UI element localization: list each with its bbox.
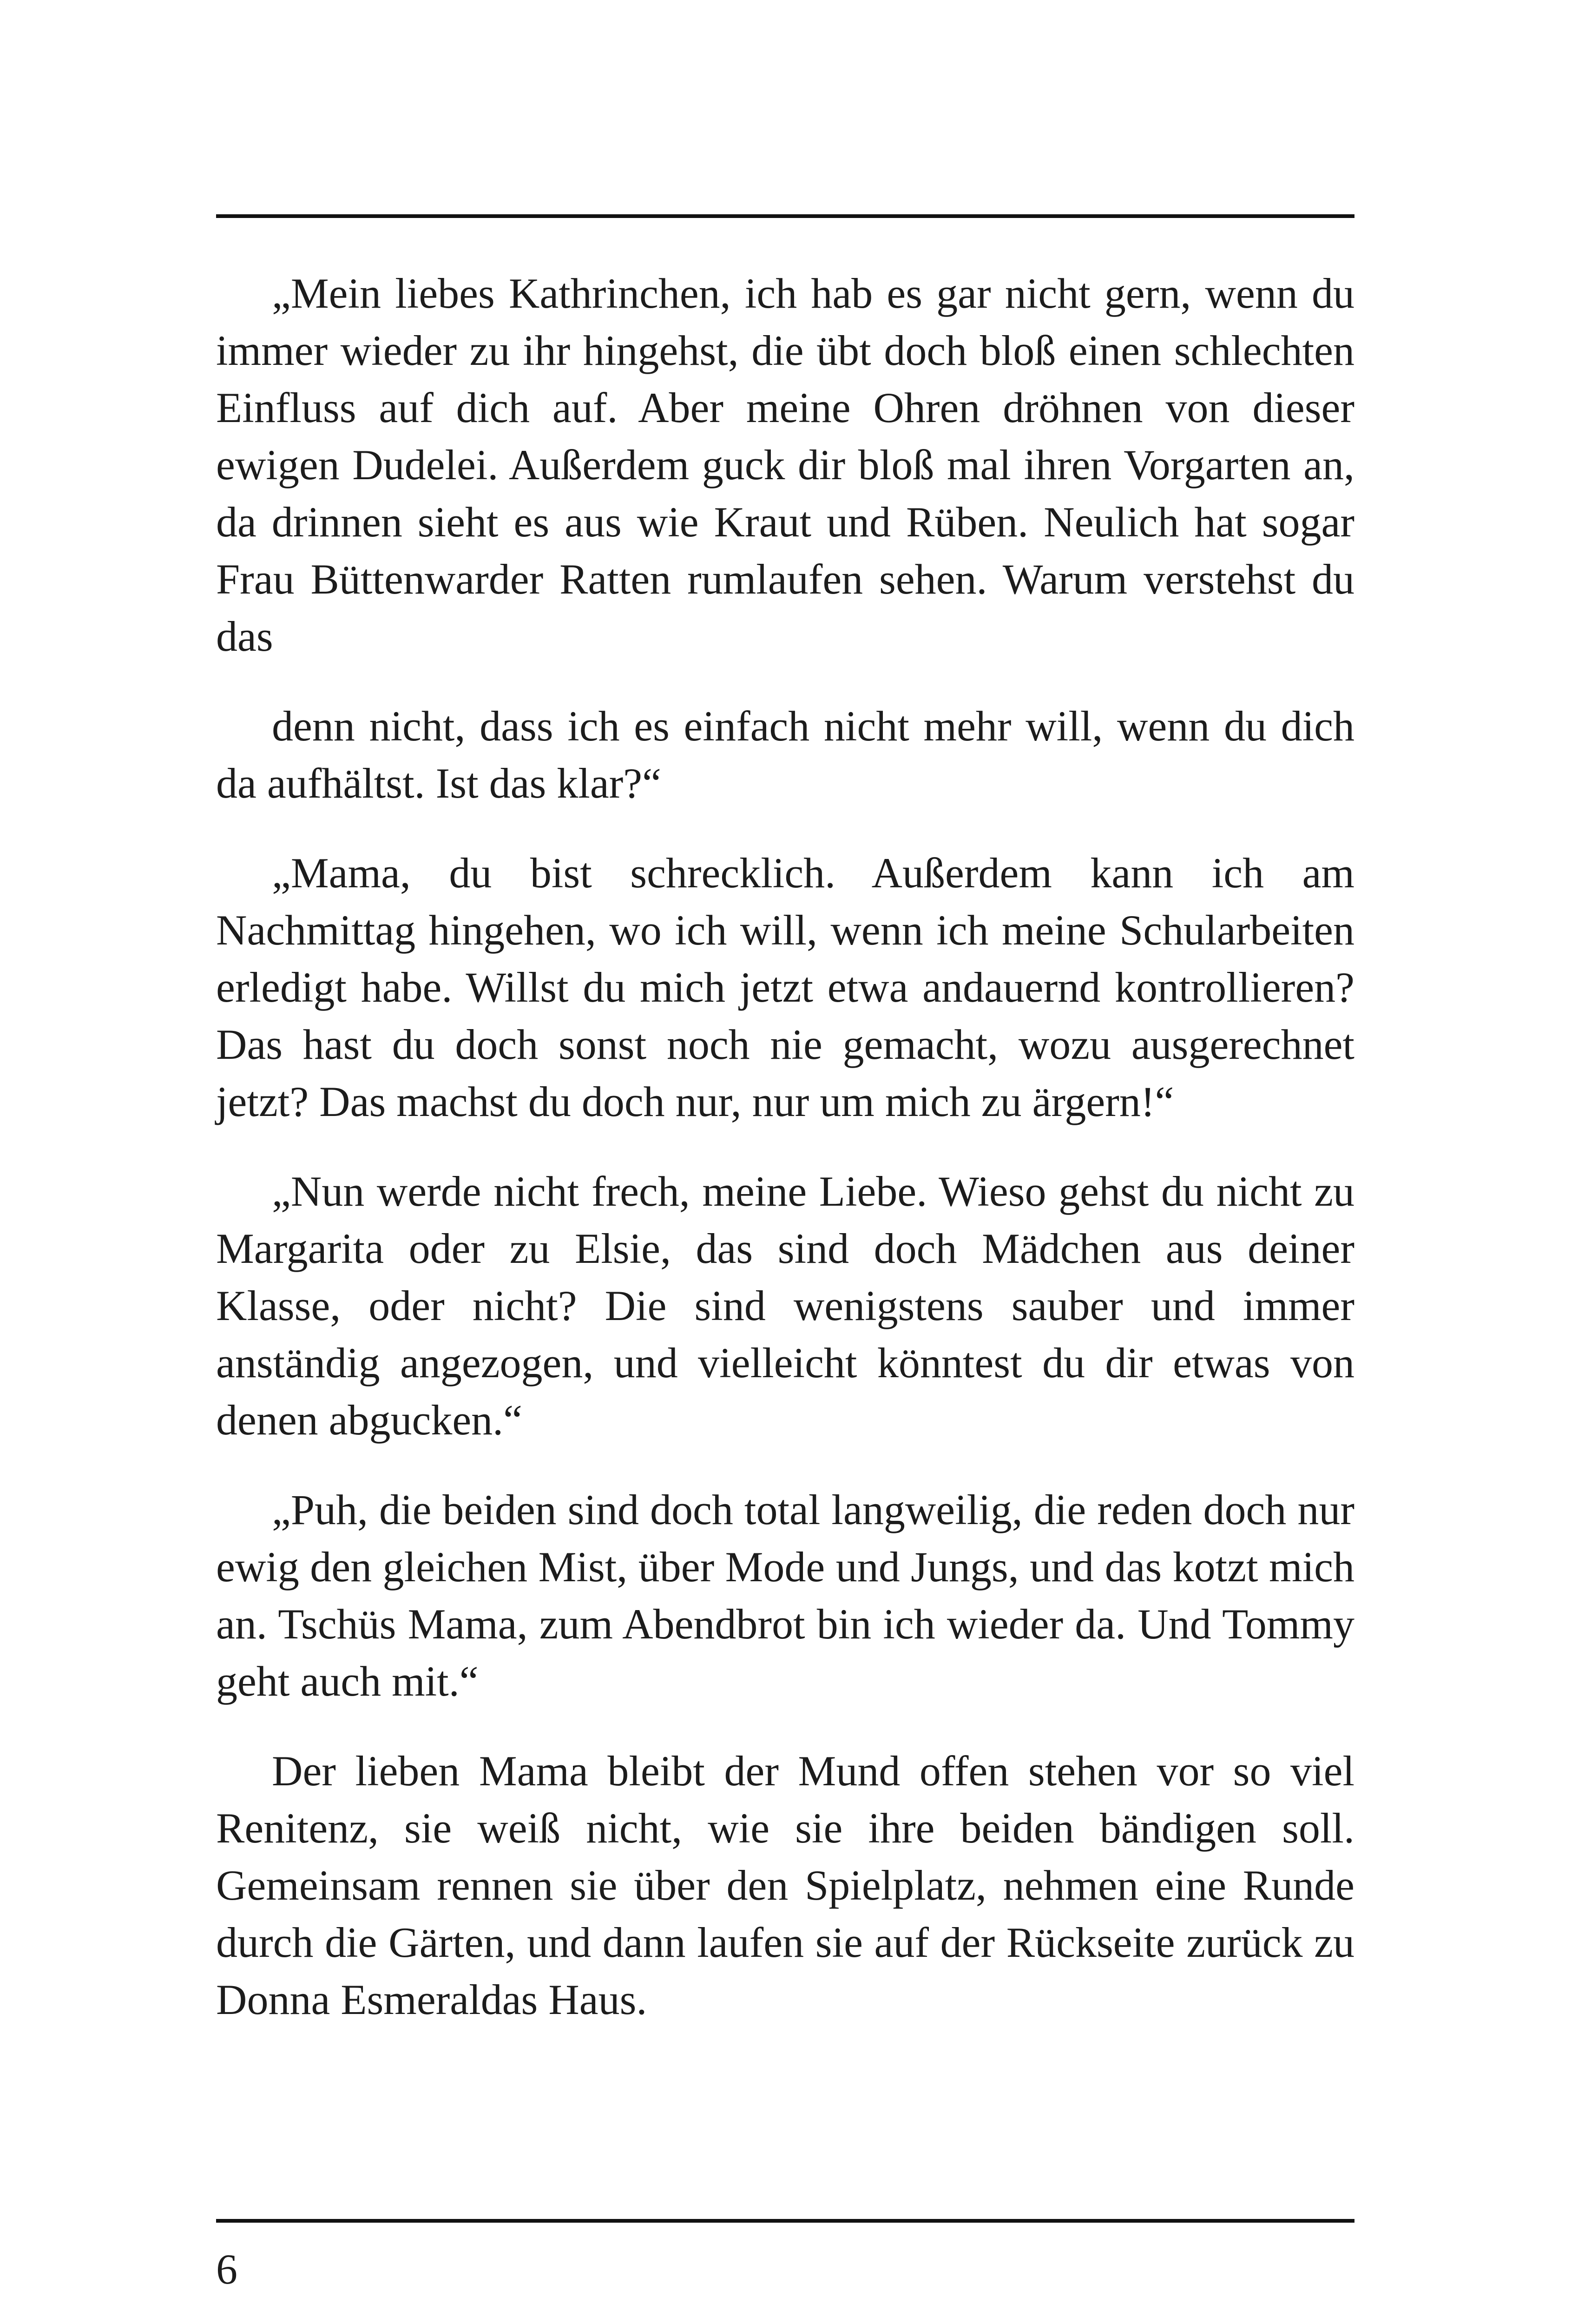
paragraph-6: Der lieben Mama bleibt der Mund offen stehen vor so viel Renitenz, sie weiß nicht, wie sie ihre beiden bändigen soll. Gemeinsam rennen sie über den Spielplatz, nehmen eine Runde durch die Gärten, und dann laufen sie auf der Rückseite zurück zu Donna Esmeraldas Haus. [216,1747,1354,2023]
body-text [216,265,1354,2028]
footer-rule [216,2219,1354,2223]
paragraph-2: denn nicht, dass ich es einfach nicht mehr will, wenn du dich da aufhältst. Ist das klar?“ [216,702,1354,807]
paragraph-5: „Puh, die beiden sind doch total langweilig, die reden doch nur ewig den gleichen Mist, über Mode und Jungs, und das kotzt mich an. Tschüs Mama, zum Abendbrot bin ich wieder da. Und Tommy geht auch mit.“ [216,1486,1354,1705]
page-number: 6 [216,2245,237,2293]
header-rule [216,214,1354,218]
paragraph-4: „Nun werde nicht frech, meine Liebe. Wieso gehst du nicht zu Margarita oder zu Elsie, das sind doch Mädchen aus deiner Klasse, oder nicht? Die sind wenigstens sauber und immer anständig angezogen, und vielleicht könntest du dir etwas von denen abgucken.“ [216,1168,1354,1444]
paragraph-1: „Mein liebes Kathrinchen, ich hab es gar nicht gern, wenn du immer wieder zu ihr hingehst, die übt doch bloß einen schlechten Einfluss auf dich auf. Aber meine Ohren dröhnen von dieser ewigen Dudelei. Außerdem guck dir bloß mal ihren Vorgarten an, da drinnen sieht es aus wie Kraut und Rüben. Neulich hat sogar Frau Büttenwarder Ratten rumlaufen sehen. Warum verstehst du das [216,270,1354,660]
paragraph-3: „Mama, du bist schrecklich. Außerdem kann ich am Nachmittag hingehen, wo ich will, wenn ich meine Schularbeiten erledigt habe. Willst du mich jetzt etwa andauernd kontrollieren? Das hast du doch sonst noch nie gemacht, wozu ausgerechnet jetzt? Das machst du doch nur, nur um mich zu ärgern!“ [216,849,1354,1125]
